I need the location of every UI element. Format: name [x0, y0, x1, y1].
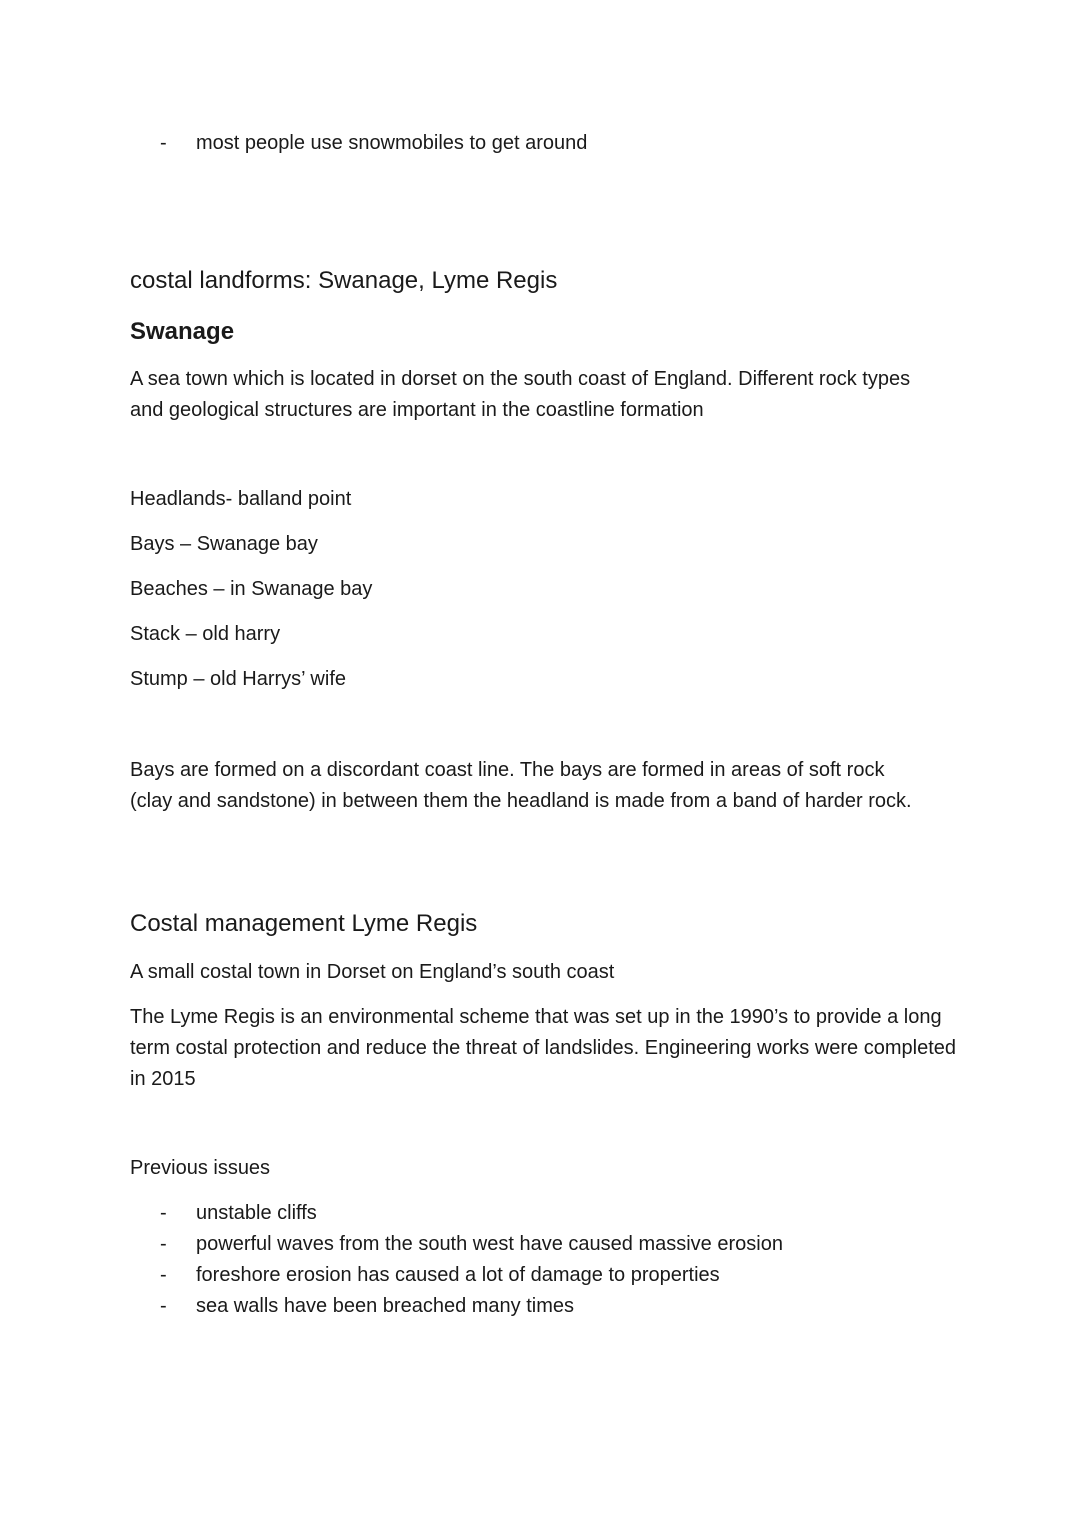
subheading-swanage: Swanage — [130, 318, 235, 345]
lyme-regis-intro: A small costal town in Dorset on England’s south coast — [130, 961, 615, 983]
landform-stack: Stack – old harry — [130, 623, 281, 645]
bullet-dash: - — [160, 1295, 167, 1317]
landform-headlands: Headlands- balland point — [130, 488, 352, 510]
swanage-intro-paragraph: A sea town which is located in dorset on the south coast of England. Different rock types and geological structures are important in the coastline formation — [130, 368, 911, 421]
landform-beaches: Beaches – in Swanage bay — [130, 578, 373, 600]
landform-bays: Bays – Swanage bay — [130, 533, 318, 555]
bullet-dash: - — [160, 1202, 167, 1224]
bays-formation-paragraph: Bays are formed on a discordant coast line. The bays are formed in areas of soft rock (clay and sandstone) in between them the headland is made from a band of harder rock. — [130, 759, 912, 812]
bullet-dash: - — [160, 132, 167, 154]
previous-issues-heading: Previous issues — [130, 1157, 271, 1179]
bullet-dash: - — [160, 1233, 167, 1255]
section-title-coastal-management: Costal management Lyme Regis — [130, 910, 478, 937]
lyme-regis-scheme-paragraph: The Lyme Regis is an environmental scheme that was set up in the 1990’s to provide a long term costal protection and reduce the threat of landslides. Engineering works were completed in 2015 — [130, 1006, 957, 1090]
issue-item: unstable cliffs — [196, 1202, 317, 1224]
issue-item: powerful waves from the south west have caused massive erosion — [196, 1233, 783, 1255]
issue-item: foreshore erosion has caused a lot of damage to properties — [196, 1264, 720, 1286]
intro-bullet-text: most people use snowmobiles to get around — [196, 132, 588, 154]
landform-stump: Stump – old Harrys’ wife — [130, 668, 346, 690]
bullet-dash: - — [160, 1264, 167, 1286]
issue-item: sea walls have been breached many times — [196, 1295, 574, 1317]
section-title-coastal-landforms: costal landforms: Swanage, Lyme Regis — [130, 267, 558, 294]
